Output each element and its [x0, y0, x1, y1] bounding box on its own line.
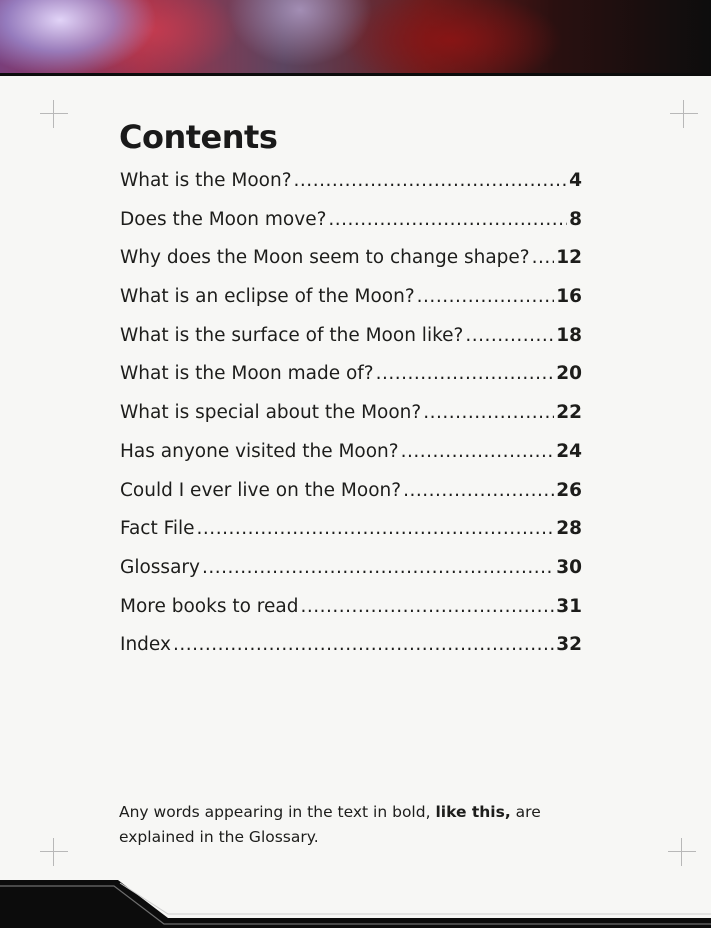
toc-entry[interactable]: [120, 634, 582, 673]
toc-entry-title: Fact File: [120, 518, 195, 540]
toc-entry[interactable]: [120, 209, 582, 248]
toc-entry[interactable]: [120, 286, 582, 325]
toc-entry[interactable]: [120, 518, 582, 557]
toc-dot-leader: [417, 286, 555, 307]
toc-entry[interactable]: [120, 247, 582, 286]
toc-page-number: 8: [569, 208, 582, 230]
toc-entry-title: Could I ever live on the Moon?: [120, 479, 402, 501]
glossary-note-text-end: are explained in the Glossary.: [119, 803, 541, 846]
toc-dot-leader: [423, 402, 554, 423]
page-title: Contents: [119, 118, 278, 156]
glossary-note: [119, 800, 559, 850]
toc-page-number: 26: [556, 479, 582, 501]
toc-entry[interactable]: [120, 325, 582, 364]
toc-page-number: 24: [556, 440, 582, 462]
toc-entry[interactable]: [120, 170, 582, 209]
toc-entry-title: Why does the Moon seem to change shape?: [120, 247, 530, 269]
toc-dot-leader: [401, 441, 555, 462]
toc-page-number: 12: [556, 247, 582, 269]
toc-entry-title: What is the surface of the Moon like?: [120, 324, 464, 346]
toc-dot-leader: [376, 363, 555, 384]
glossary-note-text: Any words appearing in the text in bold,: [119, 803, 436, 821]
toc-entry[interactable]: [120, 402, 582, 441]
toc-dot-leader: [465, 325, 554, 346]
crop-mark-icon: [670, 100, 698, 128]
toc-dot-leader: [328, 209, 567, 230]
toc-page-number: 32: [556, 634, 582, 656]
toc-dot-leader: [532, 247, 555, 268]
toc-dot-leader: [300, 596, 554, 617]
table-of-contents: [120, 170, 582, 673]
toc-dot-leader: [197, 518, 555, 539]
toc-entry-title: Glossary: [120, 556, 200, 578]
toc-entry[interactable]: [120, 363, 582, 402]
toc-entry[interactable]: [120, 480, 582, 519]
toc-dot-leader: [403, 480, 554, 501]
toc-page-number: 20: [556, 363, 582, 385]
toc-entry-title: Does the Moon move?: [120, 208, 327, 230]
toc-page-number: 4: [569, 170, 582, 191]
crop-mark-icon: [40, 838, 68, 866]
toc-dot-leader: [202, 557, 554, 578]
crop-mark-icon: [668, 838, 696, 866]
toc-page-number: 30: [556, 556, 582, 578]
toc-entry[interactable]: [120, 557, 582, 596]
toc-dot-leader: [173, 634, 554, 655]
toc-entry-title: Has anyone visited the Moon?: [120, 440, 399, 462]
toc-page-number: 16: [556, 286, 582, 308]
toc-entry-title: Index: [120, 634, 171, 656]
toc-dot-leader: [294, 170, 568, 191]
bottom-decorative-band: [0, 880, 711, 928]
toc-entry-title: What is special about the Moon?: [120, 402, 422, 424]
toc-entry-title: What is an eclipse of the Moon?: [120, 286, 415, 308]
toc-entry[interactable]: [120, 596, 582, 635]
header-photo-band: [0, 0, 711, 76]
toc-entry-title: What is the Moon?: [120, 170, 292, 191]
toc-entry[interactable]: [120, 441, 582, 480]
toc-page-number: 18: [556, 324, 582, 346]
toc-page-number: 28: [556, 518, 582, 540]
toc-page-number: 22: [556, 402, 582, 424]
toc-entry-title: More books to read: [120, 595, 299, 617]
toc-page-number: 31: [556, 595, 582, 617]
toc-entry-title: What is the Moon made of?: [120, 363, 374, 385]
glossary-note-bold-example: like this,: [435, 803, 511, 821]
crop-mark-icon: [40, 100, 68, 128]
